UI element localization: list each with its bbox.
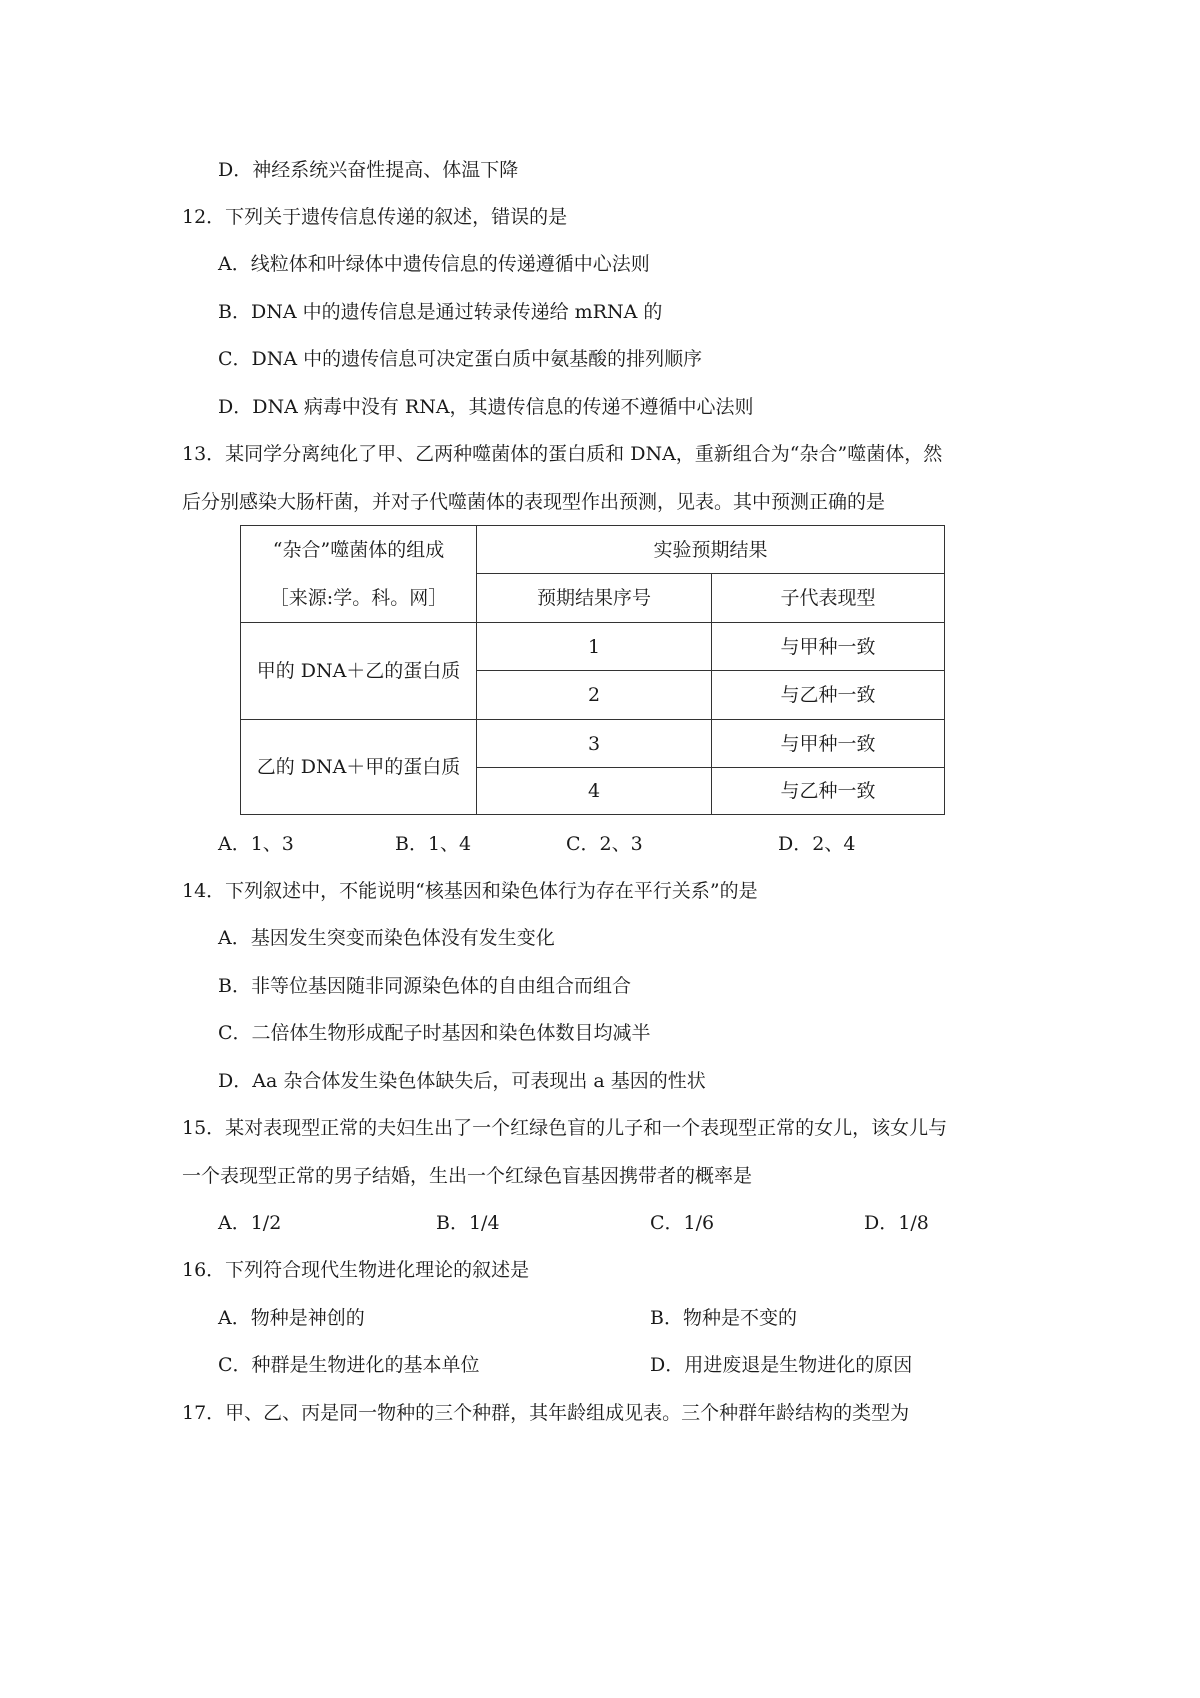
question-17: 17．甲、乙、丙是同一物种的三个种群，其年龄组成见表。三个种群年龄结构的类型为	[182, 1402, 910, 1424]
header-source-note: ［来源:学。科。网］	[269, 587, 448, 609]
table-cell-phenotype: 与乙种一致	[712, 671, 945, 720]
q11-option-d: D．神经系统兴奋性提高、体温下降	[218, 159, 519, 181]
table-cell-phenotype: 与乙种一致	[712, 768, 945, 815]
question-14: 14．下列叙述中，不能说明“核基因和染色体行为存在平行关系”的是	[182, 880, 758, 902]
q12-option-c: C．DNA 中的遗传信息可决定蛋白质中氨基酸的排列顺序	[218, 348, 703, 370]
q14-option-c: C．二倍体生物形成配子时基因和染色体数目均减半	[218, 1022, 651, 1044]
table-header-composition	[241, 526, 477, 623]
q14-option-a: A．基因发生突变而染色体没有发生变化	[218, 927, 555, 949]
q16-option-d: D．用进废退是生物进化的原因	[650, 1354, 913, 1376]
q12-option-a: A．线粒体和叶绿体中遗传信息的传递遵循中心法则	[218, 253, 650, 275]
question-13-line2: 后分别感染大肠杆菌，并对子代噬菌体的表现型作出预测，见表。其中预测正确的是	[182, 491, 886, 513]
table-group-1: 甲的 DNA＋乙的蛋白质	[241, 623, 477, 720]
q16-option-b: B．物种是不变的	[650, 1307, 797, 1329]
q16-option-a: A．物种是神创的	[218, 1307, 365, 1329]
question-15-line1: 15．某对表现型正常的夫妇生出了一个红绿色盲的儿子和一个表现型正常的女儿，该女儿与	[182, 1117, 948, 1139]
table-header-expected: 实验预期结果	[477, 526, 945, 574]
q14-option-d: D．Aa 杂合体发生染色体缺失后，可表现出 a 基因的性状	[218, 1070, 706, 1092]
table-cell-seq: 2	[477, 671, 712, 720]
q16-option-c: C．种群是生物进化的基本单位	[218, 1354, 480, 1376]
table-header-seq: 预期结果序号	[477, 574, 712, 623]
table-cell-seq: 1	[477, 623, 712, 671]
q12-option-b: B．DNA 中的遗传信息是通过转录传递给 mRNA 的	[218, 301, 663, 323]
question-13-line1: 13．某同学分离纯化了甲、乙两种噬菌体的蛋白质和 DNA，重新组合为“杂合”噬菌体，然	[182, 443, 943, 465]
question-15-line2: 一个表现型正常的男子结婚，生出一个红绿色盲基因携带者的概率是	[182, 1165, 753, 1187]
table-header-phenotype: 子代表现型	[712, 574, 945, 623]
q15-option-a: A．1/2	[218, 1212, 282, 1234]
q13-option-b: B．1、4	[395, 833, 472, 855]
table-cell-phenotype: 与甲种一致	[712, 720, 945, 768]
experiment-table	[240, 525, 945, 815]
table-cell-seq: 3	[477, 720, 712, 768]
table-cell-phenotype: 与甲种一致	[712, 623, 945, 671]
table-cell-seq: 4	[477, 768, 712, 815]
question-16: 16．下列符合现代生物进化理论的叙述是	[182, 1259, 530, 1281]
table-group-2: 乙的 DNA＋甲的蛋白质	[241, 720, 477, 815]
q14-option-b: B．非等位基因随非同源染色体的自由组合而组合	[218, 975, 631, 997]
q12-option-d: D．DNA 病毒中没有 RNA，其遗传信息的传递不遵循中心法则	[218, 396, 754, 418]
q13-option-d: D．2、4	[778, 833, 856, 855]
q15-option-b: B．1/4	[436, 1212, 500, 1234]
q13-option-c: C．2、3	[566, 833, 643, 855]
header-composition-label: “杂合”噬菌体的组成	[272, 539, 445, 561]
q13-option-a: A．1、3	[218, 833, 294, 855]
q15-option-d: D．1/8	[864, 1212, 929, 1234]
question-12: 12．下列关于遗传信息传递的叙述，错误的是	[182, 206, 568, 228]
q15-option-c: C．1/6	[650, 1212, 715, 1234]
